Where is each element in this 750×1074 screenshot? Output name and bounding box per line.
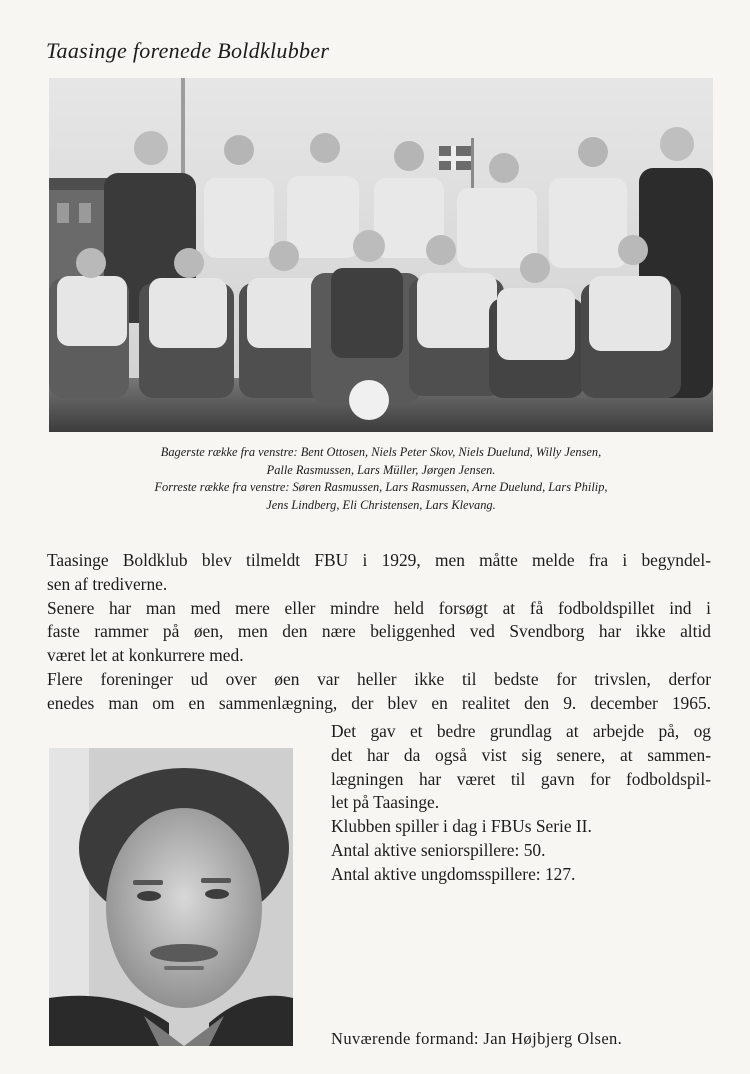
- chairman-portrait: [49, 748, 293, 1046]
- paragraph-line: Taasinge Boldklub blev tilmeldt FBU i 1929, men måtte melde fra i begyndel-: [47, 550, 711, 570]
- caption-line: Forreste række fra venstre: Søren Rasmussen, Lars Rasmussen, Arne Duelund, Lars Philip,: [154, 480, 608, 494]
- column-line: lægningen har været til gavn for fodboldspil-: [331, 768, 711, 789]
- paragraph-line: faste rammer på øen, men den nære beliggenhed ved Svendborg har ikke altid: [47, 621, 711, 642]
- column-line: Antal aktive ungdomsspillere: 127.: [331, 863, 576, 884]
- column-line: Klubben spiller i dag i FBUs Serie II.: [331, 816, 592, 837]
- chairman-line: Nuværende formand: Jan Højbjerg Olsen.: [331, 1029, 623, 1048]
- page-title: Taasinge forenede Boldklubber: [46, 38, 330, 63]
- photo-caption: [49, 444, 713, 514]
- caption-line: Palle Rasmussen, Lars Müller, Jørgen Jensen.: [266, 462, 496, 477]
- paragraph-line: Flere foreninger ud over øen var heller ikke til bedste for trivslen, derfor: [47, 668, 711, 689]
- article-column: [331, 720, 711, 887]
- column-line: Antal aktive seniorspillere: 50.: [331, 839, 546, 860]
- paragraph-line: været let at konkurrere med.: [47, 645, 244, 666]
- column-line: let på Taasinge.: [331, 792, 440, 813]
- paragraph-line: enedes man om en sammenlægning, der blev en realitet den 9. december 1965.: [47, 692, 711, 713]
- caption-line: Bagerste række fra venstre: Bent Ottosen, Niels Peter Skov, Niels Duelund, Willy Jensen,: [160, 445, 602, 459]
- article-body: [47, 549, 711, 716]
- paragraph-line: Senere har man med mere eller mindre held forsøgt at få fodboldspillet ind i: [47, 597, 711, 618]
- column-line: Det gav et bedre grundlag at arbejde på, og: [331, 721, 711, 741]
- portrait-image: [49, 748, 293, 1046]
- team-photo: [49, 78, 713, 432]
- caption-line: Jens Lindberg, Eli Christensen, Lars Klevang.: [266, 497, 496, 512]
- team-photo-image: [49, 78, 713, 432]
- column-line: det har da også vist sig senere, at sammen-: [331, 744, 711, 765]
- paragraph-line: sen af trediverne.: [47, 573, 168, 594]
